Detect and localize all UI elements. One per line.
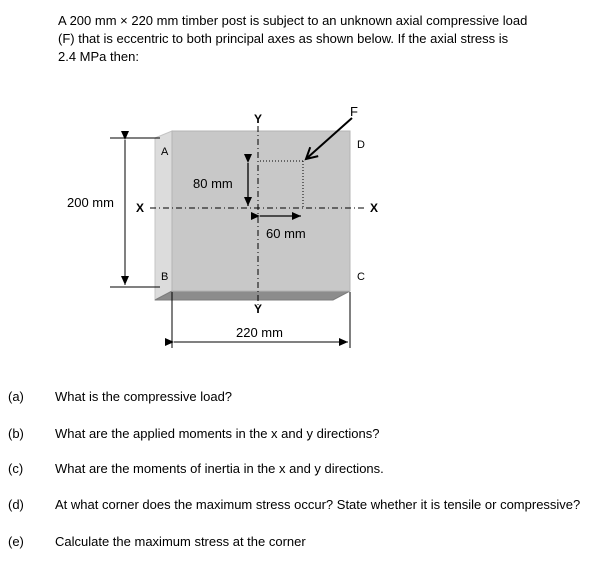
problem-line-3: 2.4 MPa then: — [58, 49, 139, 64]
x-axis-right-label: X — [370, 201, 379, 215]
question-d-text: At what corner does the maximum stress occur? State whether it is tensile or compressive? — [55, 497, 581, 512]
corner-c-label: C — [357, 271, 365, 283]
question-e-label: (e) — [8, 534, 24, 549]
y-axis-top-label: Y — [254, 112, 263, 126]
block-front-face — [172, 131, 350, 291]
question-b-label: (b) — [8, 426, 24, 441]
question-b-text: What are the applied moments in the x and y directions? — [55, 426, 380, 441]
corner-a-label: A — [161, 146, 169, 158]
height-dim-label: 200 mm — [67, 195, 114, 210]
ecc-x-label: 60 mm — [266, 226, 306, 241]
question-c-text: What are the moments of inertia in the x and y directions. — [55, 461, 384, 476]
block-bottom-face — [155, 291, 350, 300]
problem-line-1: A 200 mm × 220 mm timber post is subject to an unknown axial compressive load — [58, 13, 528, 28]
question-e-text: Calculate the maximum stress at the corner — [55, 534, 306, 549]
width-dim-label: 220 mm — [236, 325, 283, 340]
question-c-label: (c) — [8, 461, 24, 476]
ecc-y-label: 80 mm — [193, 176, 233, 191]
question-a-label: (a) — [8, 389, 24, 404]
x-axis-left-label: X — [136, 201, 145, 215]
problem-line-2: (F) that is eccentric to both principal axes as shown below. If the axial stress is — [58, 31, 509, 46]
corner-d-label: D — [357, 139, 365, 151]
y-axis-bottom-label: Y — [254, 302, 263, 316]
question-d-label: (d) — [8, 497, 24, 512]
corner-b-label: B — [161, 271, 169, 283]
load-label: F — [350, 104, 358, 119]
height-dimension — [67, 138, 160, 287]
question-a-text: What is the compressive load? — [55, 389, 233, 404]
